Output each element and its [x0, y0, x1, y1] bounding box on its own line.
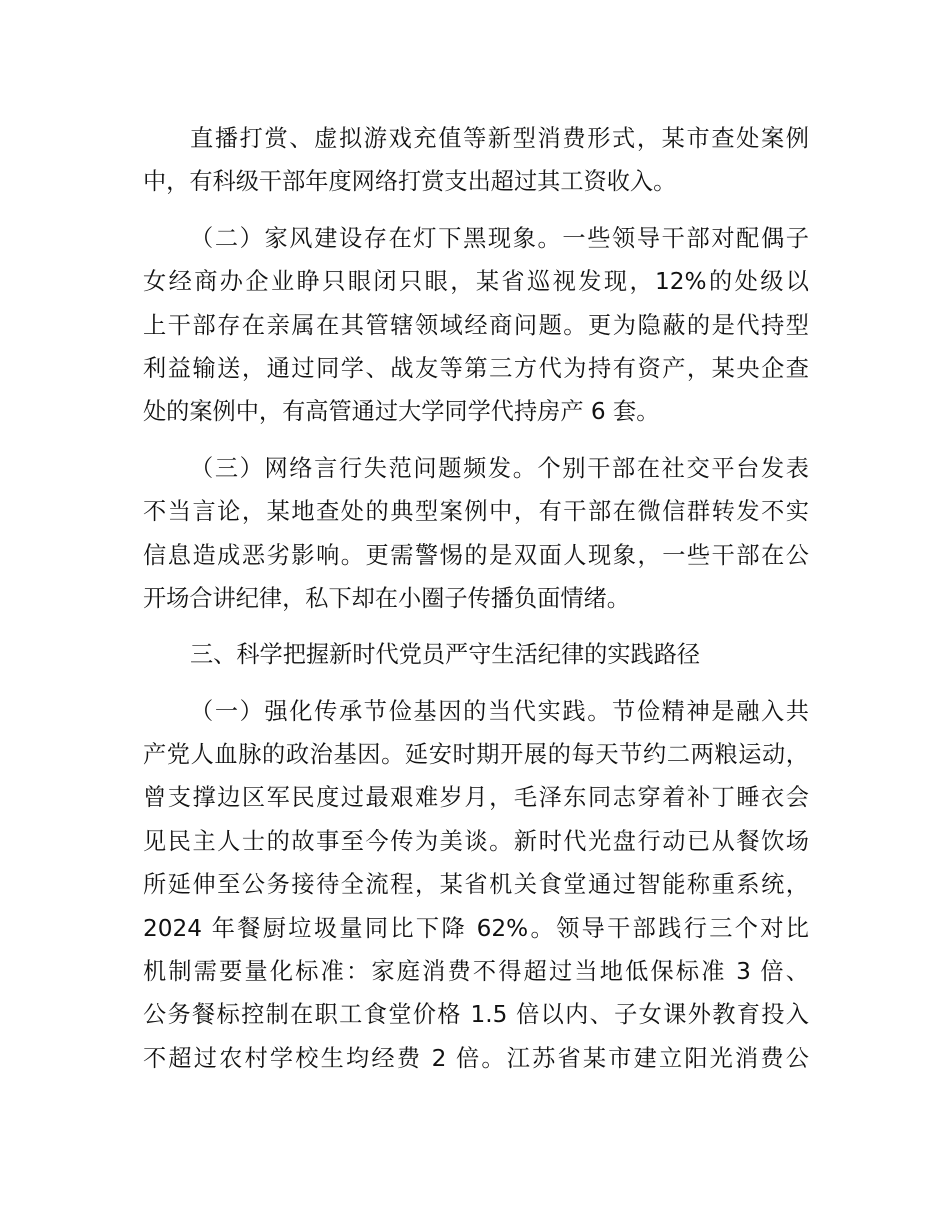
text-line: 所延伸至公务接待全流程，某省机关食堂通过智能称重系统， [143, 871, 809, 899]
text-line: 产党人血脉的政治基因。延安时期开展的每天节约二两粮运动， [143, 741, 809, 769]
text-line: 女经商办企业睁只眼闭只眼，某省巡视发现，12%的处级以 [143, 268, 809, 296]
text-line: 直播打赏、虚拟游戏充值等新型消费形式，某市查处案例 [190, 125, 809, 152]
section-heading [143, 633, 809, 676]
paragraph-family-style [143, 217, 809, 434]
text-line: 机制需要量化标准：家庭消费不得超过当地低保标准 3 倍、 [143, 958, 809, 986]
text-line: 2024 年餐厨垃圾量同比下降 62%。领导干部践行三个对比 [143, 914, 809, 942]
text-line: 曾支撑边区军民度过最艰难岁月，毛泽东同志穿着补丁睡衣会 [143, 784, 809, 812]
text-line: 上干部存在亲属在其管辖领域经商问题。更为隐蔽的是代持型 [143, 311, 809, 339]
text-line: 利益输送，通过同学、战友等第三方代为持有资产，某央企查 [143, 354, 809, 382]
text-line: 信息造成恶劣影响。更需警惕的是双面人现象，一些干部在公 [143, 541, 809, 569]
text-line: 开场合讲纪律，私下却在小圈子传播负面情绪。 [143, 584, 630, 612]
paragraph-frugality [143, 690, 809, 1081]
document-page [143, 117, 809, 1093]
text-line: 见民主人士的故事至今传为美谈。新时代光盘行动已从餐饮场 [143, 827, 809, 855]
text-line: （三）网络言行失范问题频发。个别干部在社交平台发表 [190, 454, 809, 482]
text-line: （一）强化传承节俭基因的当代实践。节俭精神是融入共 [190, 697, 809, 725]
text-line: 不当言论，某地查处的典型案例中，有干部在微信群转发不实 [143, 498, 809, 526]
text-line: 不超过农村学校生均经费 2 倍。江苏省某市建立阳光消费公 [143, 1044, 809, 1072]
text-line: 公务餐标控制在职工食堂价格 1.5 倍以内、子女课外教育投入 [143, 1001, 809, 1029]
text-line: 中，有科级干部年度网络打赏支出超过其工资收入。 [143, 168, 677, 196]
paragraph-online-conduct [143, 447, 809, 621]
heading-text: 三、科学把握新时代党员严守生活纪律的实践路径 [190, 641, 701, 669]
text-line: （二）家风建设存在灯下黑现象。一些领导干部对配偶子 [190, 224, 809, 252]
text-line: 处的案例中，有高管通过大学同学代持房产 6 套。 [143, 398, 660, 426]
paragraph-continuation [143, 117, 809, 204]
